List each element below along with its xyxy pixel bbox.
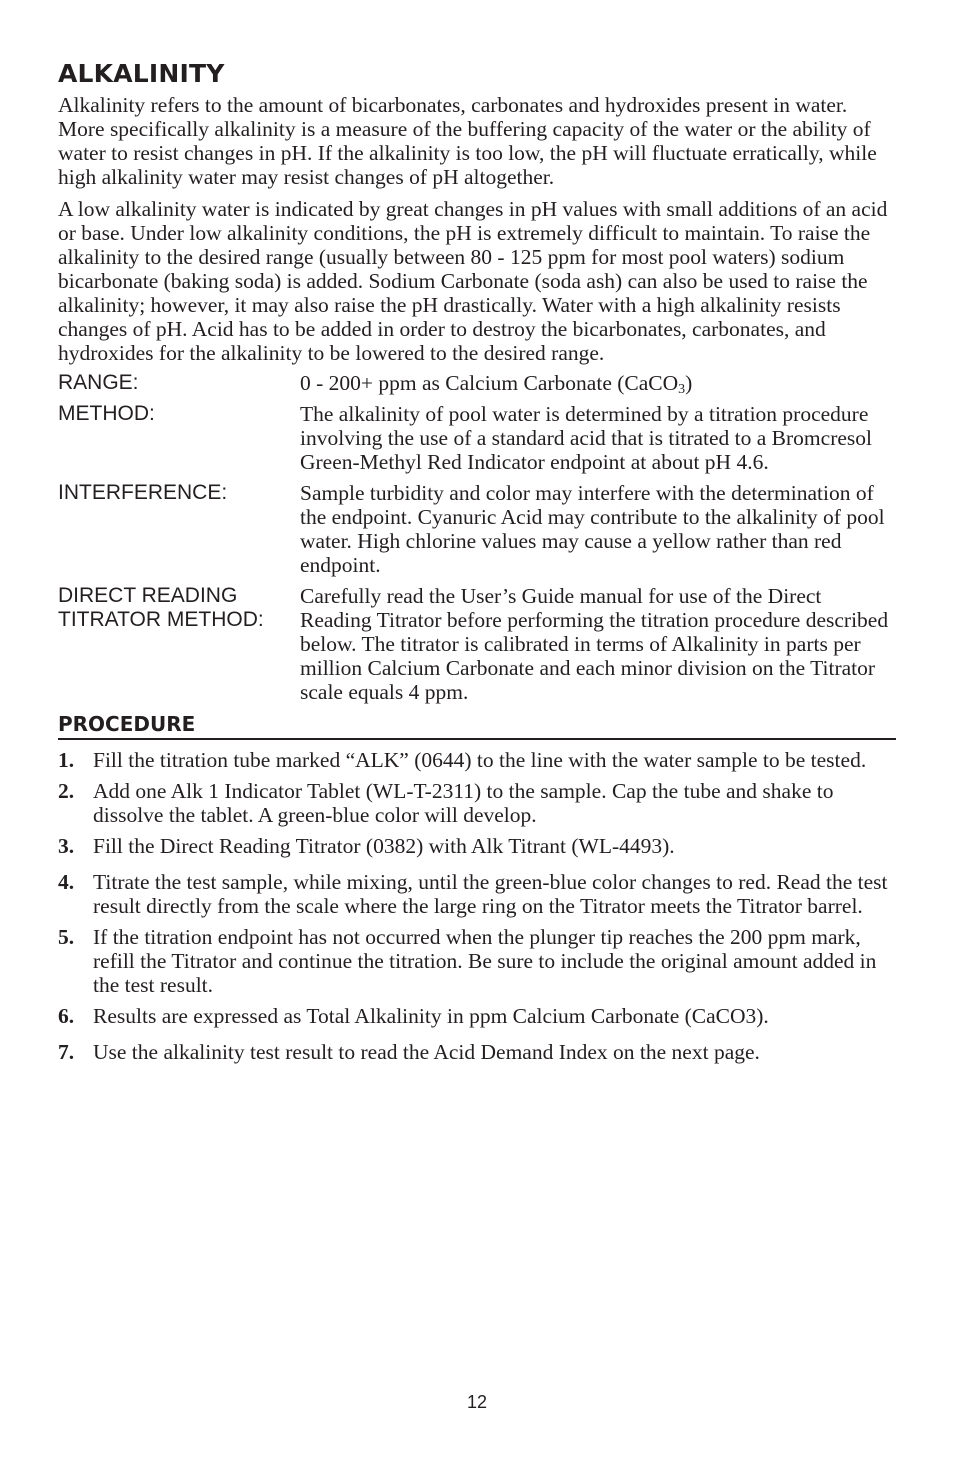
step-number: 3.	[58, 834, 75, 858]
definition-desc-method: The alkalinity of pool water is determined by a titration procedure involving the use of a standard acid that is titrated to a Bromcresol Green-Methyl Red Indicator endpoint at about pH 4.6.	[300, 402, 872, 474]
range-text-end: )	[685, 371, 693, 395]
procedure-step	[58, 834, 896, 858]
definition-interference	[58, 481, 896, 577]
procedure-step	[58, 1004, 896, 1028]
definition-desc-direct-reading: Carefully read the User’s Guide manual for use of the Direct Reading Titrator before performing the titration procedure described below. The titrator is calibrated in terms of Alkalinity in parts per million Calcium Carbonate and each minor division on the Titrator scale equals 4 ppm.	[300, 584, 889, 704]
document-page	[58, 58, 896, 1071]
step-number: 5.	[58, 925, 75, 949]
definition-desc-range	[300, 371, 896, 395]
procedure-step	[58, 1040, 896, 1064]
step-number: 7.	[58, 1040, 75, 1064]
range-text: 0 - 200+ ppm as Calcium Carbonate (CaCO	[300, 371, 679, 395]
procedure-step	[58, 870, 896, 918]
step-number: 2.	[58, 779, 75, 803]
section-title: ALKALINITY	[58, 59, 225, 88]
procedure-steps	[58, 748, 896, 1064]
step-text: Use the alkalinity test result to read the Acid Demand Index on the next page.	[93, 1040, 760, 1064]
step-text: Add one Alk 1 Indicator Tablet (WL-T-2311) to the sample. Cap the tube and shake to dissolve the tablet. A green-blue color will develop.	[93, 779, 834, 827]
definition-direct-reading	[58, 584, 896, 704]
step-text: Fill the Direct Reading Titrator (0382) with Alk Titrant (WL-4493).	[93, 834, 675, 858]
step-number: 1.	[58, 748, 75, 772]
definition-desc-interference: Sample turbidity and color may interfere with the determination of the endpoint. Cyanuric Acid may contribute to the alkalinity of pool water. High chlorine values may cause a yellow rather than red endpoint.	[300, 481, 885, 577]
definition-method	[58, 402, 896, 474]
definition-term-method: METHOD:	[58, 402, 155, 425]
definition-list	[58, 371, 896, 704]
term-line-2: TITRATOR METHOD:	[58, 608, 264, 631]
step-text: Results are expressed as Total Alkalinity in ppm Calcium Carbonate (CaCO3).	[93, 1004, 769, 1028]
procedure-step	[58, 748, 896, 772]
definition-term-direct-reading	[58, 584, 300, 704]
step-number: 4.	[58, 870, 75, 894]
definition-term-range: RANGE:	[58, 371, 139, 394]
intro-paragraph-2: A low alkalinity water is indicated by great changes in pH values with small additions of an acid or base. Under low alkalinity conditions, the pH is extremely difficult to maintain. To raise the alkalinity to the desired range (usually between 80 - 125 ppm for most pool waters) sodium bicarbonate (baking soda) is added. Sodium Carbonate (soda ash) can also be used to raise the alkalinity; however, it may also raise the pH drastically. Water with a high alkalinity resists changes of pH. Acid has to be added in order to destroy the bicarbonates, carbonates, and hydroxides for the alkalinity to be lowered to the desired range.	[58, 197, 888, 365]
step-text: Titrate the test sample, while mixing, until the green-blue color changes to red. Read the test result directly from the scale where the large ring on the Titrator meets the Titrator barrel.	[93, 870, 888, 918]
procedure-heading: PROCEDURE	[58, 711, 896, 740]
page-number: 12	[466, 1392, 488, 1412]
intro-paragraph-1: Alkalinity refers to the amount of bicarbonates, carbonates and hydroxides present in water. More specifically alkalinity is a measure of the buffering capacity of the water or the ability of water to resist changes in pH. If the alkalinity is too low, the pH will fluctuate erratically, while high alkalinity water may resist changes of pH altogether.	[58, 93, 877, 189]
step-number: 6.	[58, 1004, 75, 1028]
procedure-step	[58, 925, 896, 997]
step-text: Fill the titration tube marked “ALK” (0644) to the line with the water sample to be tested.	[93, 748, 867, 772]
range-subscript: 3	[678, 382, 686, 397]
procedure-step	[58, 779, 896, 827]
term-line-1: DIRECT READING	[58, 584, 238, 607]
definition-range	[58, 371, 896, 395]
definition-term-interference: INTERFERENCE:	[58, 481, 228, 504]
step-text: If the titration endpoint has not occurred when the plunger tip reaches the 200 ppm mark, refill the Titrator and continue the titration. Be sure to include the original amount added in the test result.	[93, 925, 877, 997]
